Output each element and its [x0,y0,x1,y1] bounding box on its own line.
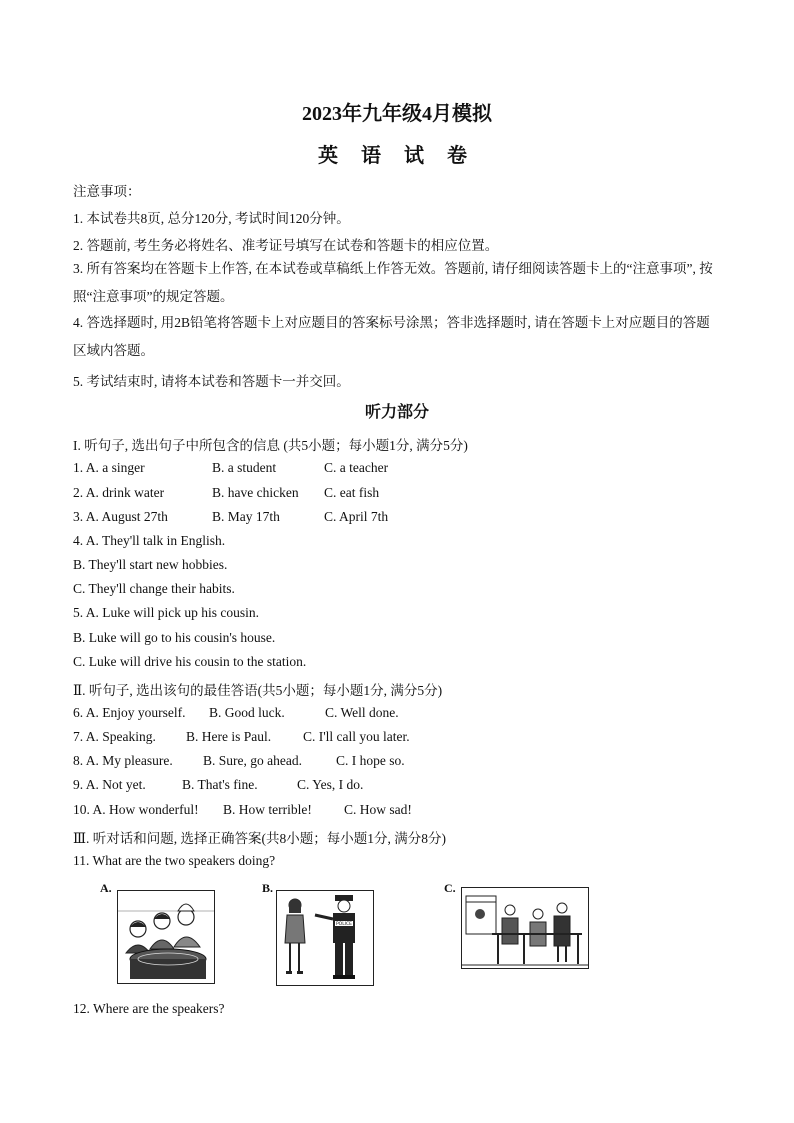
exam-subject: 英 语 试 卷 [318,145,476,167]
q9-option-c: C. Yes, I do. [297,777,364,792]
dining-people-illustration [118,891,214,983]
q5-option-a: 5. A. Luke will pick up his cousin. [73,605,259,620]
q4-option-c: C. They'll change their habits. [73,581,235,596]
q11-picture-b [276,890,374,986]
q11-label-c: C. [444,881,456,895]
q6-option-b: B. Good luck. [209,705,285,720]
q7-option-a: 7. A. Speaking. [73,729,156,744]
q3-option-a: 3. A. August 27th [73,509,168,524]
notice-item: 5. 考试结束时, 请将本试卷和答题卡一并交回。 [73,374,350,389]
q8-option-c: C. I hope so. [336,753,405,768]
part3-instruction: Ⅲ. 听对话和问题, 选择正确答案(共8小题；每小题1分, 满分8分) [73,831,447,846]
q5-option-c: C. Luke will drive his cousin to the station. [73,654,307,669]
notice-item: 3. 所有答案均在答题卡上作答, 在本试卷或草稿纸上作答无效。答题前, 请仔细阅读答题卡上的“注意事项”, 按照“注意事项”的规定答题。 [73,261,713,304]
q3-option-b: B. May 17th [212,509,280,524]
q11-label-b: B. [262,881,274,895]
part2-instruction: Ⅱ. 听句子, 选出该句的最佳答语(共5小题；每小题1分, 满分5分) [73,683,443,698]
q11-picture-a [117,890,215,984]
q2-option-a: 2. A. drink water [73,485,165,500]
q7-option-c: C. I'll call you later. [303,729,410,744]
q10-option-c: C. How sad! [344,802,412,817]
q5-option-b: B. Luke will go to his cousin's house. [73,630,276,645]
q2-option-c: C. eat fish [324,485,380,500]
q1-option-a: 1. A. a singer [73,460,145,475]
q10-option-a: 10. A. How wonderful! [73,802,199,817]
notice-item: 1. 本试卷共8页, 总分120分, 考试时间120分钟。 [73,211,350,226]
q4-option-a: 4. A. They'll talk in English. [73,533,226,548]
q10-option-b: B. How terrible! [223,802,312,817]
q11-question: 11. What are the two speakers doing? [73,853,276,868]
notice-item: 4. 答选择题时, 用2B铅笔将答题卡上对应题目的答案标号涂黑；答非选择题时, 请在答题卡上对应题目的答题区域内答题。 [73,315,710,358]
q1-option-c: C. a teacher [324,460,389,475]
q4-option-b: B. They'll start new hobbies. [73,557,228,572]
listening-heading: 听力部分 [364,404,429,421]
q12-question: 12. Where are the speakers? [73,1001,225,1016]
q1-option-b: B. a student [212,460,277,475]
q2-option-b: B. have chicken [212,485,299,500]
q9-option-b: B. That's fine. [182,777,258,792]
police-vest-text: POLICE [335,922,353,927]
notice-item: 2. 答题前, 考生务必将姓名、准考证号填写在试卷和答题卡的相应位置。 [73,238,499,253]
q11-label-a: A. [100,881,112,895]
q6-option-a: 6. A. Enjoy yourself. [73,705,186,720]
q9-option-a: 9. A. Not yet. [73,777,146,792]
q8-option-a: 8. A. My pleasure. [73,753,173,768]
exam-title: 2023年九年级4月模拟 [302,103,492,125]
notice-heading: 注意事项： [73,184,141,199]
ticket-queue-illustration [462,888,588,968]
q6-option-c: C. Well done. [325,705,399,720]
q3-option-c: C. April 7th [324,509,389,524]
q8-option-b: B. Sure, go ahead. [203,753,302,768]
q7-option-b: B. Here is Paul. [186,729,272,744]
part1-instruction: I. 听句子, 选出句子中所包含的信息 (共5小题；每小题1分, 满分5分) [73,438,468,453]
q11-picture-c [461,887,589,969]
police-officer-illustration [277,891,373,985]
